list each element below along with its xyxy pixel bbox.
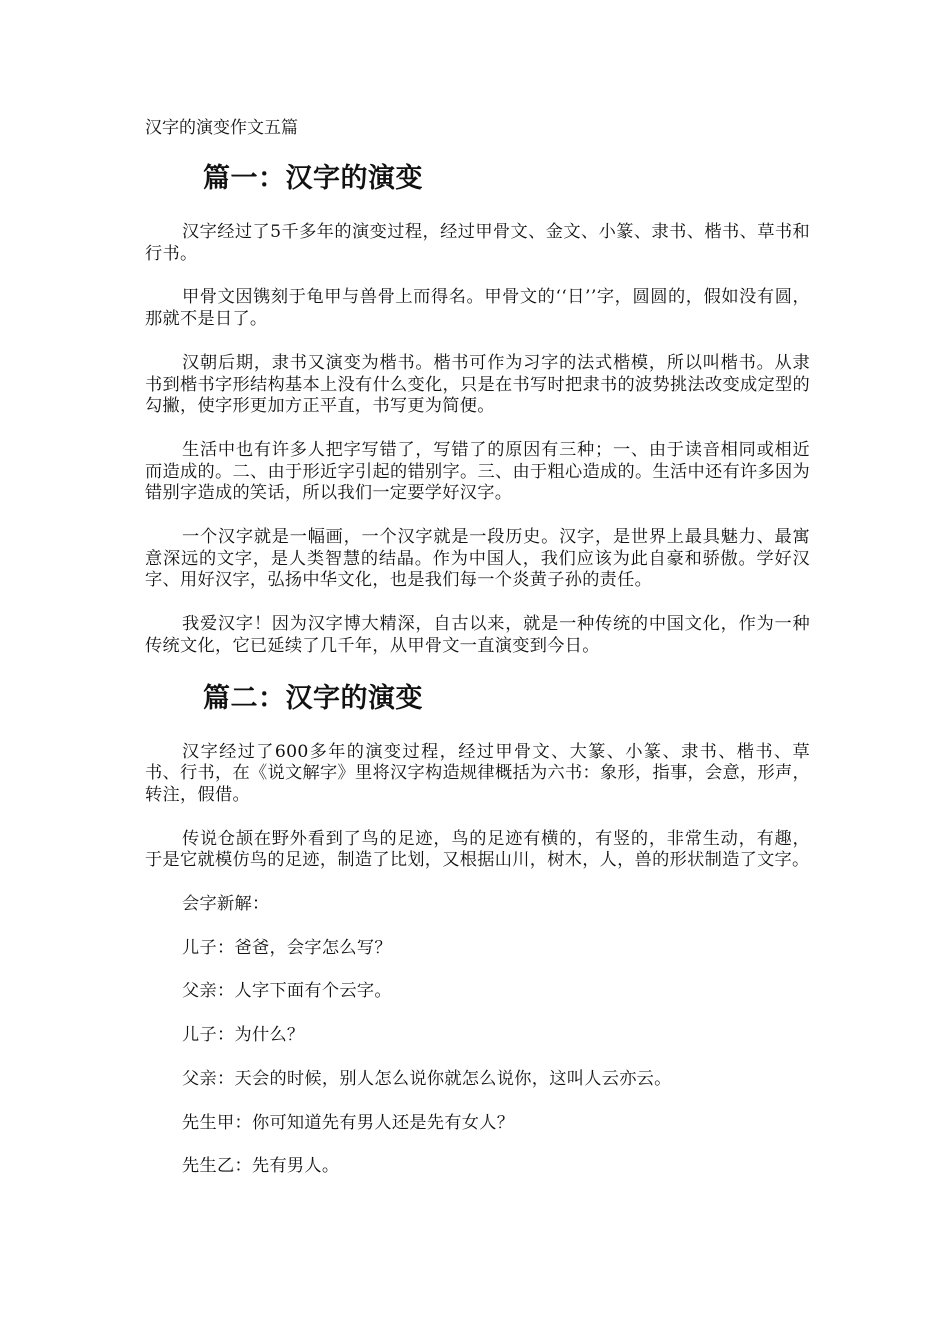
- dialog-line: 父亲：天会的时候，别人怎么说你就怎么说你，这叫人云亦云。: [182, 1068, 672, 1089]
- section-heading-1: 篇一：汉字的演变: [203, 163, 423, 194]
- paragraph: 生活中也有许多人把字写错了，写错了的原因有三种；一、由于读音相同或相近而造成的。二、由于形近字引起的错别字。三、由于粗心造成的。生活中还有许多因为错别字造成的笑话，所以我们一定要学好汉字。: [145, 439, 810, 504]
- section-heading-2: 篇二：汉字的演变: [203, 682, 423, 714]
- paragraph: 甲骨文因镌刻于龟甲与兽骨上而得名。甲骨文的‘‘日’’字，圆圆的，假如没有圆，那就不是日了。: [145, 287, 810, 330]
- paragraph: 一个汉字就是一幅画，一个汉字就是一段历史。汉字，是世界上最具魅力、最寓意深远的文字，是人类智慧的结晶。作为中国人，我们应该为此自豪和骄傲。学好汉字、用好汉字，弘扬中华文化，也是我们每一个炎黄子孙的责任。: [145, 527, 810, 591]
- dialog-line: 儿子：为什么？: [182, 1025, 305, 1046]
- dialog-line: 儿子：爸爸，会字怎么写？: [182, 937, 392, 958]
- paragraph: 汉朝后期，隶书又演变为楷书。楷书可作为习字的法式楷模，所以叫楷书。从隶书到楷书字形结构基本上没有什么变化，只是在书写时把隶书的波势挑法改变成定型的勾撇，使字形更加方正平直，书写更为简便。: [145, 352, 810, 417]
- dialog-line: 先生乙：先有男人。: [182, 1156, 340, 1177]
- dialog-line: 会字新解：: [182, 894, 270, 915]
- paragraph: 汉字经过了600多年的演变过程，经过甲骨文、大篆、小篆、隶书、楷书、草书、行书，在《说文解字》里将汉字构造规律概括为六书：象形，指事，会意，形声，转注，假借。: [145, 741, 810, 805]
- document-title: 汉字的演变作文五篇: [145, 118, 298, 138]
- dialog-line: 父亲：人字下面有个云字。: [182, 981, 392, 1002]
- paragraph: 我爱汉字！因为汉字博大精深，自古以来，就是一种传统的中国文化，作为一种传统文化，它已延续了几千年，从甲骨文一直演变到今日。: [145, 614, 810, 656]
- document-page: [145, 117, 810, 1200]
- paragraph: 汉字经过了5千多年的演变过程，经过甲骨文、金文、小篆、隶书、楷书、草书和行书。: [145, 222, 810, 264]
- dialog-line: 先生甲：你可知道先有男人还是先有女人？: [182, 1112, 515, 1133]
- paragraph: 传说仓颉在野外看到了鸟的足迹，鸟的足迹有横的，有竖的，非常生动，有趣，于是它就模仿鸟的足迹，制造了比划，又根据山川，树木，人，兽的形状制造了文字。: [145, 828, 810, 871]
